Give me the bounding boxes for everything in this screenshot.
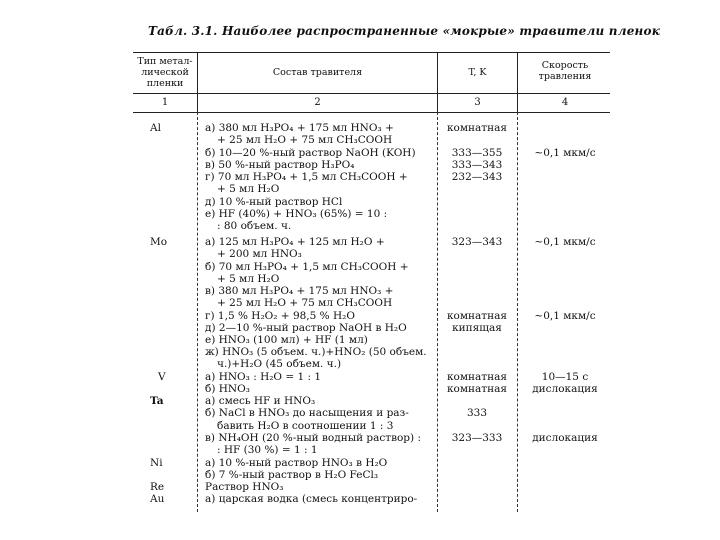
column-number-2: 2 — [314, 97, 321, 108]
composition-line: Раствор HNO₃ — [205, 481, 284, 493]
rate-value: дислокация — [532, 432, 598, 444]
composition-line: е) HNO₃ (100 мл) + HF (1 мл) — [205, 334, 368, 346]
composition-line: г) 70 мл H₃PO₄ + 1,5 мл CH₃COOH + — [205, 171, 408, 183]
col-divider-3 — [517, 52, 518, 112]
metal-ta: Ta — [150, 395, 164, 407]
col-divider-2 — [437, 52, 438, 112]
col-divider-1 — [197, 52, 198, 112]
column-number-4: 4 — [561, 97, 569, 108]
composition-line: в) 380 мл H₃PO₄ + 175 мл HNO₃ + — [205, 285, 394, 297]
metal-al: Al — [150, 122, 161, 134]
temperature-value: 232—343 — [451, 171, 503, 183]
temperature-value: комнатная — [446, 383, 507, 395]
temperature-value: комнатная — [446, 310, 507, 322]
rate-value: ~0,1 мкм/с — [534, 310, 596, 322]
composition-line: б) NaCl в HNO₃ до насыщения и раз- — [205, 407, 409, 419]
number-rule — [133, 112, 610, 113]
composition-line: б) 70 мл H₃PO₄ + 1,5 мл CH₃COOH + — [205, 261, 409, 273]
composition-line: д) 2—10 %-ный раствор NaOH в H₂O — [205, 322, 407, 334]
composition-line: + 5 мл H₂O — [217, 273, 280, 285]
column-number-1: 1 — [161, 97, 169, 108]
composition-line: + 25 мл H₂O + 75 мл CH₃COOH — [217, 297, 393, 309]
rate-value: дислокация — [532, 383, 598, 395]
metal-v: V — [158, 371, 166, 383]
metal-re: Re — [150, 481, 165, 493]
composition-line: б) 7 %-ный раствор в H₂O FeCl₃ — [205, 469, 379, 481]
composition-line: ж) HNO₃ (5 объем. ч.)+HNO₂ (50 объем. — [205, 346, 427, 358]
temperature-value: комнатная — [446, 122, 507, 134]
composition-line: а) царская водка (смесь концентриро- — [205, 493, 418, 505]
composition-line: ч.)+H₂O (45 объем. ч.) — [217, 358, 342, 370]
temperature-value: 333—343 — [451, 159, 503, 171]
composition-line: + 25 мл H₂O + 75 мл CH₃COOH — [217, 134, 393, 146]
composition-line: а) смесь HF и HNO₃ — [205, 395, 316, 407]
column-number-3: 3 — [474, 97, 481, 108]
composition-line: : HF (30 %) = 1 : 1 — [217, 444, 318, 456]
temperature-value: кипящая — [452, 322, 502, 334]
composition-line: а) 380 мл H₃PO₄ + 175 мл HNO₃ + — [205, 122, 394, 134]
top-rule — [133, 52, 610, 53]
temperature-value: комнатная — [446, 371, 507, 383]
composition-line: + 5 мл H₂O — [217, 183, 280, 195]
composition-line: е) HF (40%) + HNO₃ (65%) = 10 : — [205, 208, 388, 220]
temperature-value: 333 — [466, 407, 488, 419]
col-divider-1-body — [197, 112, 198, 512]
header-rate: Скорость травления — [538, 60, 592, 82]
metal-au: Au — [150, 493, 165, 505]
temperature-value: 323—343 — [451, 236, 503, 248]
header-composition: Состав травителя — [272, 67, 363, 78]
composition-line: в) NH₄OH (20 %-ный водный раствор) : — [205, 432, 421, 444]
composition-line: а) 10 %-ный раствор HNO₃ в H₂O — [205, 457, 388, 469]
caption-label: Табл. 3.1. — [148, 24, 218, 38]
composition-line: : 80 объем. ч. — [217, 220, 292, 232]
temperature-value: 323—333 — [451, 432, 503, 444]
composition-line: б) HNO₃ — [205, 383, 250, 395]
composition-line: а) 125 мл H₃PO₄ + 125 мл H₂O + — [205, 236, 385, 248]
composition-line: б) 10—20 %-ный раствор NaOH (KOH) — [205, 147, 416, 159]
rate-value: ~0,1 мкм/с — [534, 236, 596, 248]
table-caption — [148, 24, 661, 38]
header-temperature: T, K — [468, 67, 487, 78]
composition-line: г) 1,5 % H₂O₂ + 98,5 % H₂O — [205, 310, 355, 322]
rate-value: 10—15 с — [541, 371, 589, 383]
header-metal-type: Тип метал- лической пленки — [137, 56, 193, 89]
composition-line: в) 50 %-ный раствор H₃PO₄ — [205, 159, 355, 171]
composition-line: + 200 мл HNO₃ — [217, 248, 302, 260]
composition-line: а) HNO₃ : H₂O = 1 : 1 — [205, 371, 322, 383]
temperature-value: 333—355 — [451, 147, 503, 159]
metal-ni: Ni — [150, 457, 163, 469]
metal-mo: Mo — [150, 236, 168, 248]
composition-line: бавить H₂O в соотношении 1 : 3 — [217, 420, 394, 432]
header-rule — [133, 93, 610, 94]
composition-line: д) 10 %-ный раствор HCl — [205, 196, 343, 208]
rate-value: ~0,1 мкм/с — [534, 147, 596, 159]
caption-title: Наиболее распространенные «мокрые» травители пленок — [221, 24, 661, 38]
